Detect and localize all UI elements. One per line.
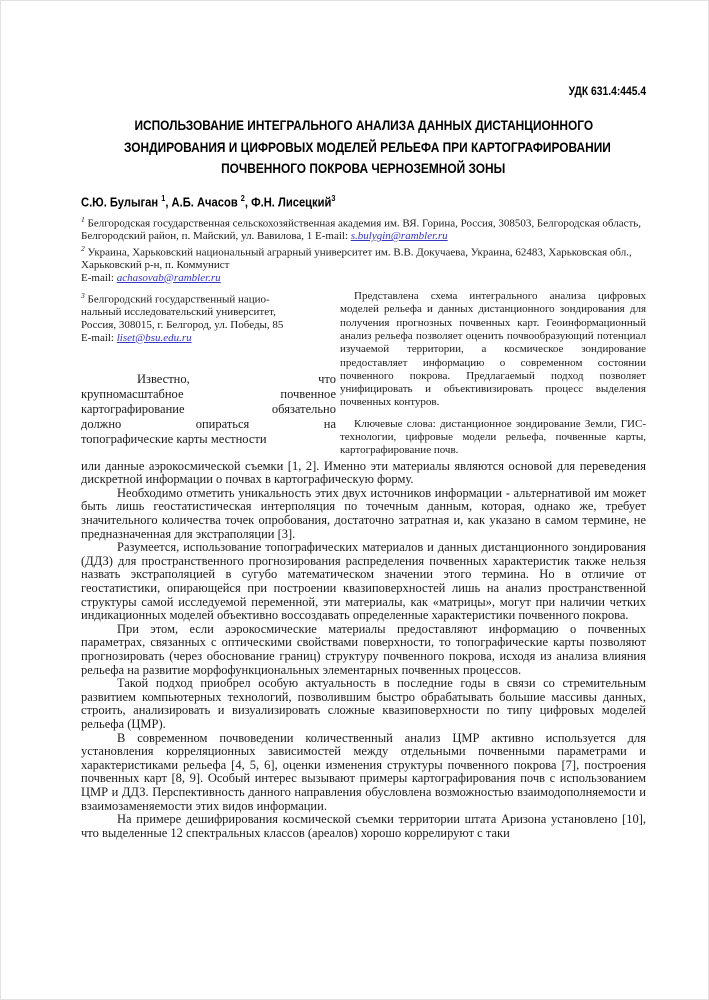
affiliation-2-email-label: E-mail: [81,271,117,284]
udc-code-text: УДК 631.4:445.4 [568,84,646,98]
affiliation-1-email-link[interactable]: s.bulygin@rambler.ru [350,230,448,243]
intro-line-5: топографические карты местности [81,432,267,447]
page-content [81,1,646,840]
author-2: , А.Б. Ачасов [165,193,241,209]
paper-title-line-3: ПОЧВЕННОГО ПОКРОВА ЧЕРНОЗЕМНОЙ ЗОНЫ [221,160,506,176]
affiliation-3-marker: 3 [81,291,85,301]
body-paragraph-2: Необходимо отметить уникальность этих двух источников информации - альтернативой им может быть лишь геостатистическая интерполяция по точечным данным, которая, однако же, требует значительного количества точек опробования, достаточно затратная и, как указано в самом термине, не предназначенная для экстраполяции [3]. [81,485,646,541]
body-paragraph-5: Такой подход приобрел особую актуальность в последние годы в связи со стремительным развитием компьютерных технологий, позволившим быстро обрабатывать большие массивы данных, строить, анализировать и визуализировать сложные квазиповерхности по типу цифровых моделей рельефа (ЦМР). [81,676,646,731]
affiliation-2-email-line [81,272,646,285]
affiliation-3-line-3: Россия, 308015, г. Белгород, ул. Победы, 85 [81,318,284,331]
affiliation-3-line-2: нальный исследовательский университет, [81,306,276,319]
affiliation-1-text: Белгородская государственная сельскохозяйственная академия им. ВЯ. Горина, Россия, 308503, Белгородская область, Белгородский район, п. Майский, ул. Вавилова, 1 E-mail: [81,217,642,243]
affiliation-1-marker: 1 [81,214,85,224]
affiliation-3-text-1: Белгородский государственный нацио- [84,293,270,306]
body-paragraph-continuation: или данные аэрокосмической съемки [1, 2]. Именно эти материалы являются основой для переведения дискретной информации о почвах в картографическую форму. [81,458,646,487]
keywords-paragraph: Ключевые слова: дистанционное зондирование Земли, ГИС-технологии, цифровые модели рельефа, почвенные карты, картографирование почв. [340,417,646,457]
author-3-affiliation-marker: 3 [331,192,336,203]
abstract-paragraph: Представлена схема интегрального анализа цифровых моделей рельефа и данных дистанционного зондирования для получения прогнозных почвенных карт. Геоинформационный анализ рельефа позволяет оценить почвообразующий потенциал изучаемой территории, а космическое зондирование предоставляет информацию о современном состоянии почвенного покрова. Предлагаемый подход позволяет унифицировать и объективизировать процесс выделения почвенных контуров. [340,290,646,409]
body-paragraph-7: На примере дешифрирования космической съемки территории штата Аризона установлено [10], что выделенные 12 спектральных классов (ареалов) хорошо коррелируют с таки [81,812,646,840]
intro-line-4: должно опираться на [81,417,336,432]
intro-line-3: картографирование обязательно [81,402,336,417]
author-1-affiliation-marker: 1 [161,192,166,203]
affiliations-block [81,214,646,284]
authors-byline-text [81,191,335,209]
paper-title [81,115,646,180]
intro-line-1: Известно, что [137,372,336,387]
body-paragraph-6: В современном почвоведении количественный анализ ЦМР активно используется для установления корреляционных зависимостей между отдельными почвенными параметрами и характеристиками рельефа [4, 5, 6], оценки изменения структуры почвенного покрова [7], построения почвенных карт [8, 9]. Особый интерес вызывают примеры картографирования почв с использованием ЦМР и ДДЗ. Перспективность данного направления обусловлена возможностью взаимодополняемости и взаимозаменяемости этих видов информации. [81,730,646,813]
body-paragraph-3: Разумеется, использование топографических материалов и данных дистанционного зондирования (ДДЗ) для пространственного прогнозирования распределения почвенных характеристик также нельзя назвать экстраполяцией в сугубо математическом значении этого термина. Но в отличие от геостатистики, опирающейся при построении квазиповерхностей лишь на анализ пространственной структуры самой исследуемой переменной, эти материалы, как «матрицы», могут при наличии четких индикационных моделей объективно воссоздавать определенные характеристики почвенного покрова. [81,540,646,623]
intro-paragraph [81,372,336,447]
body-text [81,460,646,841]
body-paragraph-4: При этом, если аэрокосмические материалы предоставляют информацию о почвенных параметрах, связанных с оптическими свойствами поверхности, то топографические карты позволяют прогнозировать (через обоснование границ) структуру почвенного покрова, исходя из анализа влияния рельефа на развитие морфофункциональных элементарных почвенных процессов. [81,621,646,677]
paper-title-line-2: ЗОНДИРОВАНИЯ И ЦИФРОВЫХ МОДЕЛЕЙ РЕЛЬЕФА ПРИ КАРТОГРАФИРОВАНИИ [123,138,611,155]
affiliation-3-email-link[interactable]: liset@bsu.edu.ru [116,331,192,344]
paper-title-line-1: ИСПОЛЬЗОВАНИЕ ИНТЕГРАЛЬНОГО АНАЛИЗА ДАННЫХ ДИСТАНЦИОННОГО [134,117,593,133]
affiliation-2-text: Украина, Харьковский национальный аграрный университет им. В.В. Докучаева, Украина, 62483, Харьковская обл., Харьковский р-н, п. Коммунист [81,246,632,271]
affiliation-3-email-label: E-mail: [81,331,117,344]
two-column-section [81,290,646,458]
affiliation-2 [81,243,646,272]
affiliation-3-line-1 [81,290,336,306]
right-column [340,290,646,458]
author-3: , Ф.Н. Лисецкий [244,193,332,209]
udc-code [81,85,646,98]
author-2-affiliation-marker: 2 [240,192,245,203]
affiliation-2-email-link[interactable]: achasovab@rambler.ru [116,271,221,284]
affiliation-3-email-line [81,332,336,345]
affiliation-1 [81,214,646,243]
affiliation-2-marker: 2 [81,243,85,253]
left-column [81,290,336,458]
authors-byline [81,191,646,209]
author-1: С.Ю. Булыган [81,193,162,209]
intro-line-2: крупномасштабное почвенное [81,387,336,402]
